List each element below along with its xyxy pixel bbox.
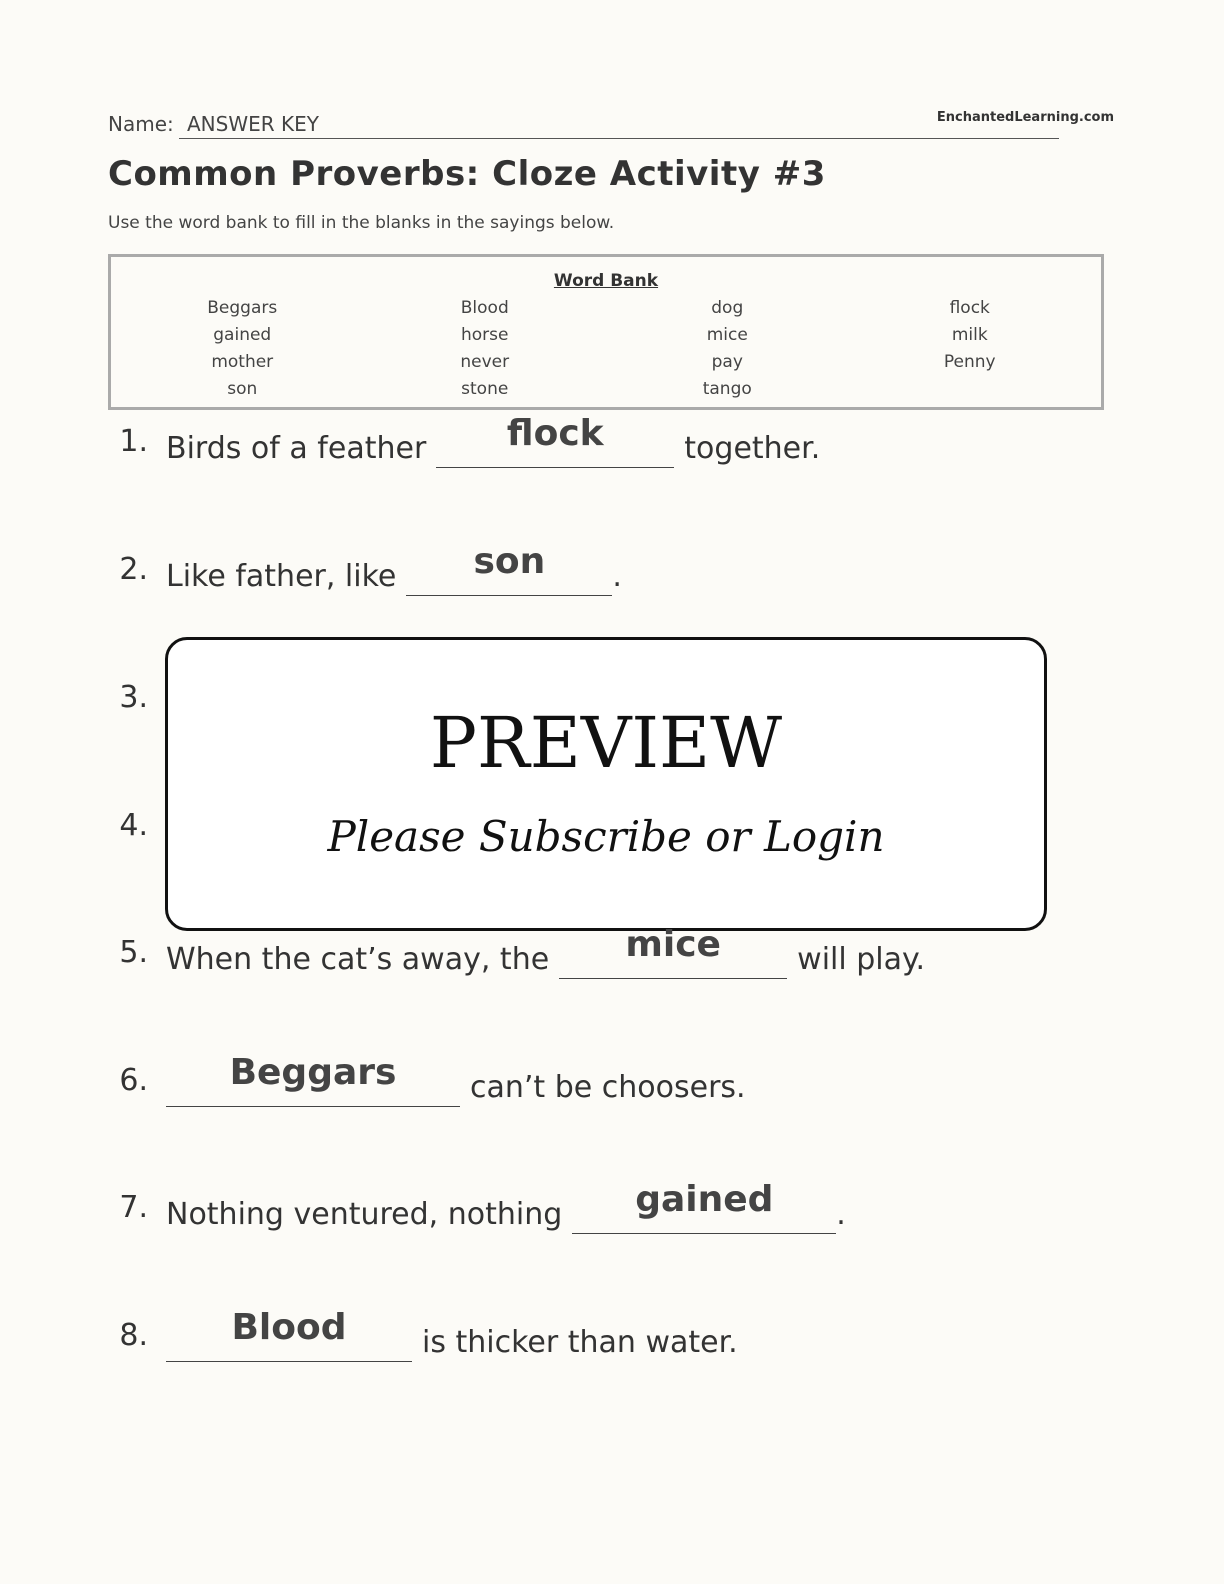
word-bank-word: Blood <box>460 298 509 318</box>
word-bank-word: horse <box>461 325 509 345</box>
question-line <box>166 1179 846 1234</box>
question-number: 2. <box>119 552 148 587</box>
word-bank-word: dog <box>711 298 744 318</box>
site-credit: EnchantedLearning.com <box>936 110 1114 125</box>
question-number: 3. <box>119 680 148 715</box>
word-bank-word: milk <box>951 325 988 345</box>
word-bank-column <box>849 295 1092 403</box>
question-1 <box>0 413 1224 468</box>
question-number: 8. <box>119 1318 148 1353</box>
word-bank-word: Penny <box>943 352 996 372</box>
question-text-before: Nothing ventured, nothing <box>166 1197 563 1232</box>
word-bank-word: son <box>227 379 258 399</box>
instructions: Use the word bank to fill in the blanks in the sayings below. <box>108 213 615 233</box>
question-number: 6. <box>119 1063 148 1098</box>
question-line <box>166 924 926 979</box>
word-bank <box>108 254 1104 410</box>
question-line <box>166 1307 738 1362</box>
word-bank-word: tango <box>702 379 752 399</box>
answer-blank <box>559 924 787 979</box>
word-bank-column <box>364 295 607 403</box>
question-text-after: is thicker than water. <box>422 1325 738 1360</box>
word-bank-word: stone <box>461 379 509 399</box>
question-8 <box>0 1307 1224 1362</box>
question-text-before: Like father, like <box>166 559 397 594</box>
answer-blank <box>406 541 612 596</box>
name-header <box>108 108 1114 140</box>
word-bank-word: flock <box>949 298 990 318</box>
word-bank-column <box>606 295 849 403</box>
question-2 <box>0 541 1224 596</box>
name-field <box>179 108 1059 139</box>
question-6 <box>0 1052 1224 1107</box>
question-number: 7. <box>119 1190 148 1225</box>
word-bank-word: never <box>460 352 510 372</box>
question-text-after: . <box>836 1197 846 1232</box>
question-number: 4. <box>119 808 148 843</box>
question-line <box>166 413 821 468</box>
word-bank-title: Word Bank <box>553 271 659 291</box>
answer-blank <box>166 1052 460 1107</box>
answer-text: flock <box>506 413 604 454</box>
preview-overlay <box>165 637 1047 931</box>
question-line <box>166 1052 746 1107</box>
question-text-before: Birds of a feather <box>166 431 427 466</box>
word-bank-word: mother <box>211 352 274 372</box>
answer-text: Blood <box>231 1307 347 1348</box>
preview-subtitle: Please Subscribe or Login <box>327 812 885 861</box>
answer-text: son <box>473 541 546 582</box>
answer-blank <box>572 1179 836 1234</box>
question-text-after: together. <box>684 431 821 466</box>
answer-text: mice <box>625 924 721 965</box>
answer-text: Beggars <box>229 1052 397 1093</box>
word-bank-grid <box>121 295 1091 403</box>
name-label: Name: <box>108 112 174 136</box>
word-bank-word: mice <box>706 325 748 345</box>
question-line <box>166 541 622 596</box>
word-bank-word: gained <box>213 325 272 345</box>
question-text-after: . <box>612 559 622 594</box>
question-5 <box>0 924 1224 979</box>
question-number: 1. <box>119 424 148 459</box>
preview-title: PREVIEW <box>429 702 783 784</box>
question-number: 5. <box>119 935 148 970</box>
word-bank-word: Beggars <box>207 298 278 318</box>
word-bank-word: pay <box>711 352 743 372</box>
question-text-before: When the cat’s away, the <box>166 942 550 977</box>
answer-blank <box>436 413 674 468</box>
question-7 <box>0 1179 1224 1234</box>
question-text-after: can’t be choosers. <box>470 1070 746 1105</box>
answer-text: gained <box>635 1179 774 1220</box>
word-bank-column <box>121 295 364 403</box>
question-text-after: will play. <box>797 942 926 977</box>
name-value: ANSWER KEY <box>187 112 319 136</box>
answer-blank <box>166 1307 412 1362</box>
page-title: Common Proverbs: Cloze Activity #3 <box>108 154 826 194</box>
